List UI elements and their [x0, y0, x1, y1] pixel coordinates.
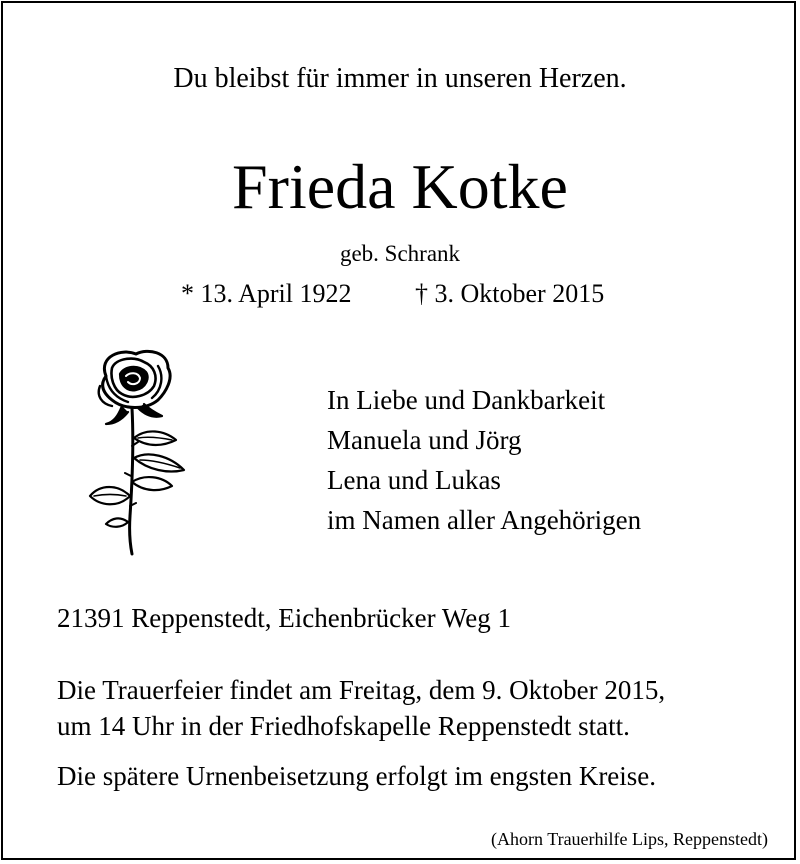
service-line-1: Die Trauerfeier findet am Freitag, dem 9. Oktober 2015,	[57, 675, 666, 705]
rose-icon	[88, 346, 198, 558]
mourners-line: In Liebe und Dankbarkeit	[327, 385, 606, 415]
deceased-name: Frieda Kotke	[232, 151, 568, 222]
motto: Du bleibst für immer in unseren Herzen.	[173, 63, 627, 94]
address: 21391 Reppenstedt, Eichenbrücker Weg 1	[57, 603, 511, 633]
mourners-block	[327, 380, 641, 540]
death-date: † 3. Oktober 2015	[415, 279, 605, 308]
undertaker-credit: (Ahorn Trauerhilfe Lips, Reppenstedt)	[491, 829, 768, 849]
service-announcement	[57, 672, 665, 744]
urn-note: Die spätere Urnenbeisetzung erfolgt im engsten Kreise.	[57, 761, 657, 791]
service-line-2: um 14 Uhr in der Friedhofskapelle Reppenstedt statt.	[57, 711, 630, 741]
mourners-line: Lena und Lukas	[327, 465, 501, 495]
mourners-line: Manuela und Jörg	[327, 425, 522, 455]
mourners-line: im Namen aller Angehörigen	[327, 505, 642, 535]
birth-date: * 13. April 1922	[181, 279, 352, 308]
maiden-name: geb. Schrank	[339, 241, 461, 266]
